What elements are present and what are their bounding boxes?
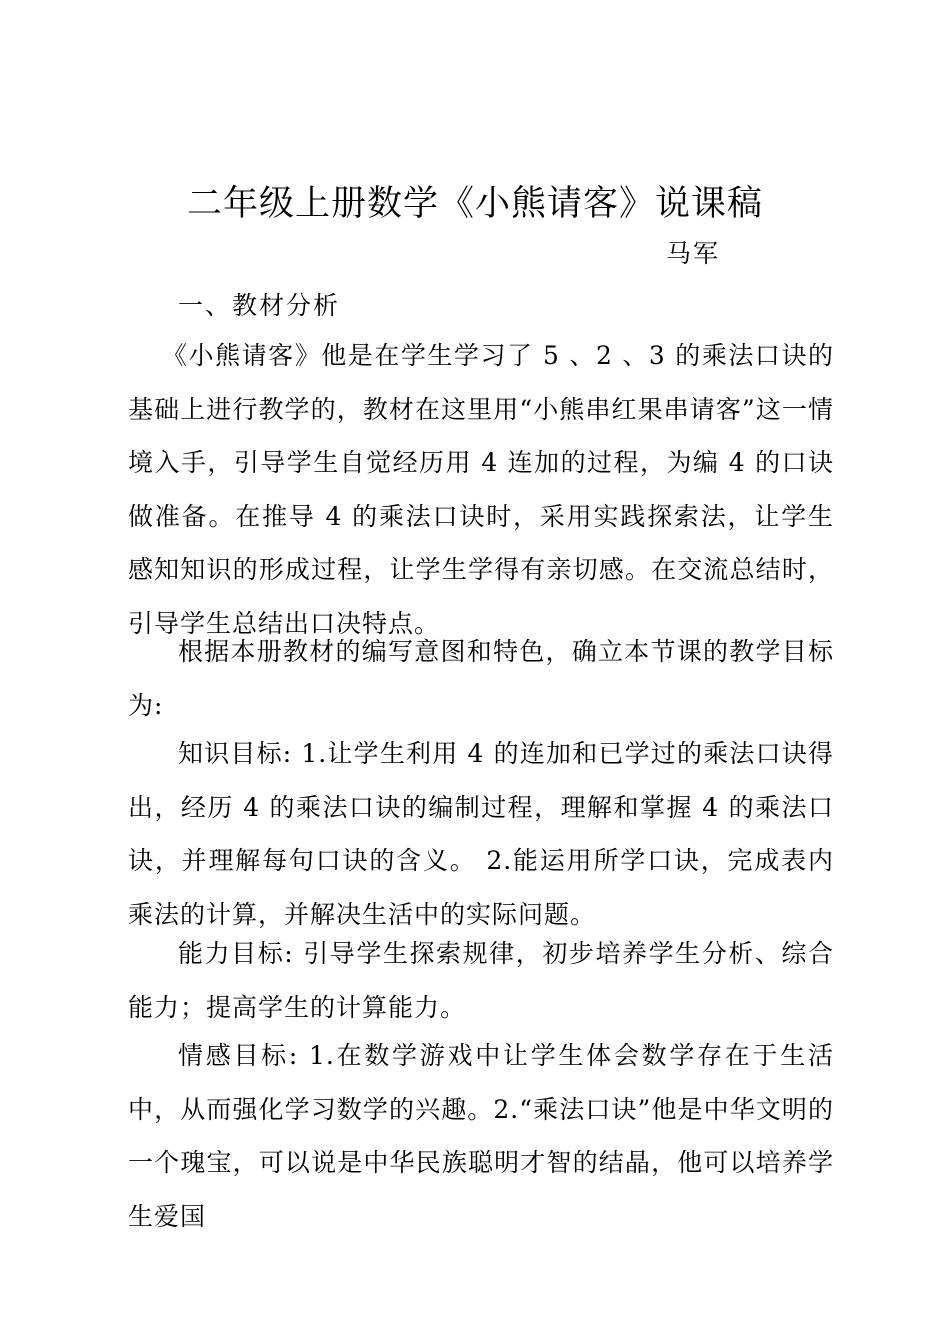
paragraph-knowledge-goal: 知识目标: 1.让学生利用 4 的连加和已学过的乘法口诀得出，经历 4 的乘法口诀的编制过程，理解和掌握 4 的乘法口诀，并理解每句口诀的含义。 2.能运用所学口诀，完成表内乘法的计算，并解决生活中的实际问题。 xyxy=(128,739,834,929)
section-heading: 一、教材分析 xyxy=(178,291,341,320)
paragraph-ability-goal: 能力目标: 引导学生探索规律，初步培养学生分析、综合能力；提高学生的计算能力。 xyxy=(128,939,834,1022)
author-name: 马军 xyxy=(666,239,721,268)
paragraph-emotion-goal: 情感目标: 1.在数学游戏中让学生体会数学存在于生活中，从而强化学习数学的兴趣。2.“乘法口诀”他是中华文明的一个瑰宝，可以说是中华民族聪明才智的结晶，他可以培养学生爱国 xyxy=(128,1041,834,1231)
paragraph-goal-intro: 根据本册教材的编写意图和特色，确立本节课的教学目标为: xyxy=(128,637,834,720)
paragraph-textbook-analysis: 《小熊请客》他是在学生学习了 5 、2 、3 的乘法口诀的基础上进行教学的，教材在这里用“小熊串红果串请客”这一情境入手，引导学生自觉经历用 4 连加的过程，为编 4 的口诀做准备。在推导 4 的乘法口诀时，采用实践探索法，让学生感知知识的形成过程，让学生学得有亲切感。在交流总结时，引导学生总结出口决特点。 xyxy=(128,341,834,638)
document-title: 二年级上册数学《小熊请客》说课稿 xyxy=(186,184,763,224)
